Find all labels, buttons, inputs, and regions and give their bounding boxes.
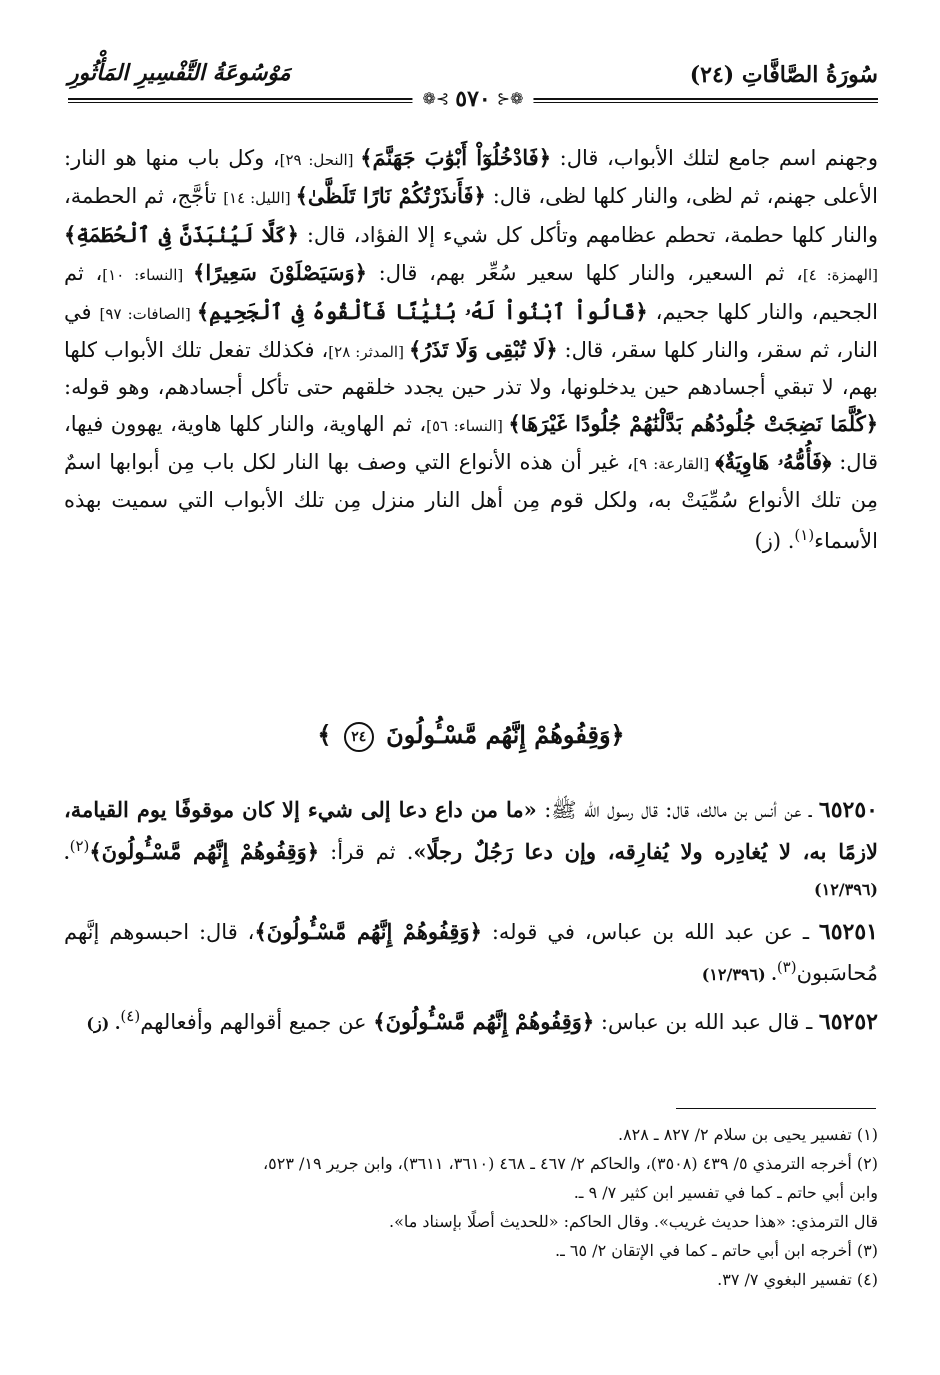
running-surah-title: سُورَةُ الصَّافَّاتِ (٢٤) [689,62,878,88]
hadith-entry [64,792,878,908]
ornament-left-icon: ⊱❁ [422,89,450,108]
hadith-number: ٦٥٢٥٢ [818,1008,878,1035]
quran-quote: ﴿فَادْخُلُوٓاْ أَبْوَٰبَ جَهَنَّمَ﴾ [360,145,552,170]
footnote-rule [676,1108,876,1109]
hadith-list [64,792,878,1048]
text-segment: وجهنم اسم جامع لتلك الأبواب، قال: [551,146,879,170]
ornament-right-icon: ❁⊰ [496,89,524,108]
text-segment: ، فكذلك تفعل تلك الأبواب كلها بهم، لا تبقي أجسادهم حين يدخلونها، ولا تذر حين يجدد خلقهم حتى تأكل أجسادهم، وهو قوله: [64,338,878,400]
surah-reference: [الهمزة: ٤] [802,266,878,285]
page-number-block [412,86,533,112]
text-segment: ، وكل باب منها هو النار: الأعلى جهنم، ثم لظى، والنار كلها لظى، قال: [64,146,878,209]
hadith-entry [64,914,878,993]
quran-quote: ﴿كُلَّمَا نَضِجَتْ جُلُودُهُم بَدَّلْنَٰهُمْ جُلُودًا غَيْرَهَا﴾ [508,410,878,436]
quran-quote: ﴿فَأُمُّهُۥ هَاوِيَةٌ﴾ [715,449,832,475]
text-segment: ، ثم السعير، والنار كلها سعير سُعِّر بهم، قال: [366,261,803,286]
footnote-line: وابن أبي حاتم ـ كما في تفسير ابن كثير ٧/ ٩ ـ. [573,1183,878,1202]
surah-reference: [المدثر: ٢٨] [328,343,409,362]
hadith-number: ٦٥٢٥١ [818,918,878,945]
surah-reference: [النحل: ٢٩] [279,151,361,169]
commentary-text [64,140,878,559]
quran-quote: ﴿وَسَيَصْلَوْنَ سَعِيرًا﴾ [193,260,367,286]
surah-reference: [الليل: ١٤] [223,189,296,208]
footnote-line: (٤) تفسير البغوي ٧/ ٣٧. [717,1270,878,1289]
footnote-marker[interactable]: (٤) [120,1006,141,1025]
footnotes [64,1120,878,1294]
quran-quote: ﴿فَأَنذَرْتُكُمْ نَارًا تَلَظَّىٰ﴾ [295,183,486,209]
hadith-intro: ـ عن عبد الله بن عباس، في قوله: [481,919,819,944]
text-segment: في النار، ثم سقر، والنار كلها سقر، قال: [64,299,878,363]
hadith-text: عن جميع أقوالهم وأفعالهم [140,1009,374,1034]
footnote-line: قال الترمذي: «هذا حديث غريب». وقال الحاكم: «للحديث أصلًا بإسناد ما». [389,1212,878,1231]
text-segment: ، غير أن هذه الأنواع التي وصف بها النار لكل باب مِن أبوابها اسمٌ مِن تلك الأنواع سُمِّيَتْ به، ولكل قوم مِن أهل النار منزل مِن تلك الأبواب التي سميت بهذه الأسماء [64,450,878,554]
hadith-text: . ثم قرأ: [319,839,414,864]
quran-quote: ﴿وَقِفُوهُمْ إِنَّهُم مَّسْـُٔولُونَ﴾ [89,838,320,864]
surah-reference: [النساء: ١٠] [102,266,194,285]
surah-reference: [القارعة: ٩] [633,455,716,474]
volume-reference: . (١٢/٣٩٦) [64,843,878,900]
verse-close-bracket: ﴾ [317,720,332,749]
footnote-marker[interactable]: (١) [794,526,815,545]
running-book-title: مَوْسُوعَةُ التَّفْسِيرِ المَأْثُورِ [68,60,291,86]
commentary-paragraph [64,140,878,559]
hadith-text: ، قال: احبسوهم إنَّهم مُحاسَبون [64,919,878,986]
text-segment: تأجَّج، ثم الحطمة، والنار كلها حطمة، تحطم عظامهم وتأكل كل شيء إلا الفؤاد، قال: [64,184,878,247]
page-number: ٥٧٠ [455,86,491,112]
quran-quote: ﴿كَلَّا لَيُنۢبَذَنَّ فِى ٱلْحُطَمَةِ﴾ [64,221,299,247]
ayah-number-marker: ٢٤ [344,722,374,752]
surah-reference: [النساء: ٥٦] [426,416,509,435]
hadith-entry [64,999,878,1042]
quran-quote: ﴿قَالُواْ ٱبْنُواْ لَهُۥ بُنْيَٰنًا فَأَلْقُوهُ فِى ٱلْجَحِيمِ﴾ [196,298,648,324]
text-segment: ، ثم الهاوية، والنار كلها هاوية، يهوون فيها، قال: [64,411,878,475]
source-symbol: . (ز) [754,529,795,554]
volume-reference: . (ز) [86,1013,121,1033]
surah-reference: [الصافات: ٩٧] [99,304,197,323]
page-header [68,58,878,112]
hadith-intro: ـ عن أنس بن مالك، قال: قال رسول الله ﷺ: [536,798,819,822]
footnote-line: (١) تفسير يحيى بن سلام ٢/ ٨٢٧ ـ ٨٢٨. [617,1125,878,1144]
verse-text: ﴿وَقِفُوهُمْ إِنَّهُم مَّسْـُٔولُونَ [386,720,625,749]
quran-quote: ﴿وَقِفُوهُمْ إِنَّهُم مَّسْـُٔولُونَ﴾ [373,1008,595,1034]
footnote-marker[interactable]: (٣) [776,958,797,977]
text-segment: ، ثم الجحيم، والنار كلها جحيم، [64,261,878,324]
hadith-quote: «ما من داع دعا إلى شيء إلا كان موقوفًا يوم القيامة، لازمًا به، لا يُغادِره ولا يُفارِقه، وإن دعا رَجُلٌ رجلًا» [64,797,878,864]
quran-quote: ﴿لَا تُبْقِى وَلَا تَذَرُ﴾ [408,337,558,363]
hadith-intro: ـ قال عبد الله بن عباس: [594,1009,819,1034]
footnote-line: (٢) أخرجه الترمذي ٥/ ٤٣٩ (٣٥٠٨)، والحاكم ٢/ ٤٦٧ ـ ٤٦٨ (٣٦١٠، ٣٦١١)، وابن جرير ١٩/ ٥٢٣، [262,1154,878,1173]
verse-heading [64,720,878,752]
footnote-line: (٣) أخرجه ابن أبي حاتم ـ كما في الإتقان ٢/ ٦٥ ـ. [555,1241,878,1260]
footnote-marker[interactable]: (٢) [69,836,90,855]
volume-reference: . (١٢/٣٩٦) [701,965,777,985]
quran-quote: ﴿وَقِفُوهُمْ إِنَّهُم مَّسْـُٔولُونَ﴾ [254,918,482,944]
hadith-number: ٦٥٢٥٠ [818,797,878,823]
